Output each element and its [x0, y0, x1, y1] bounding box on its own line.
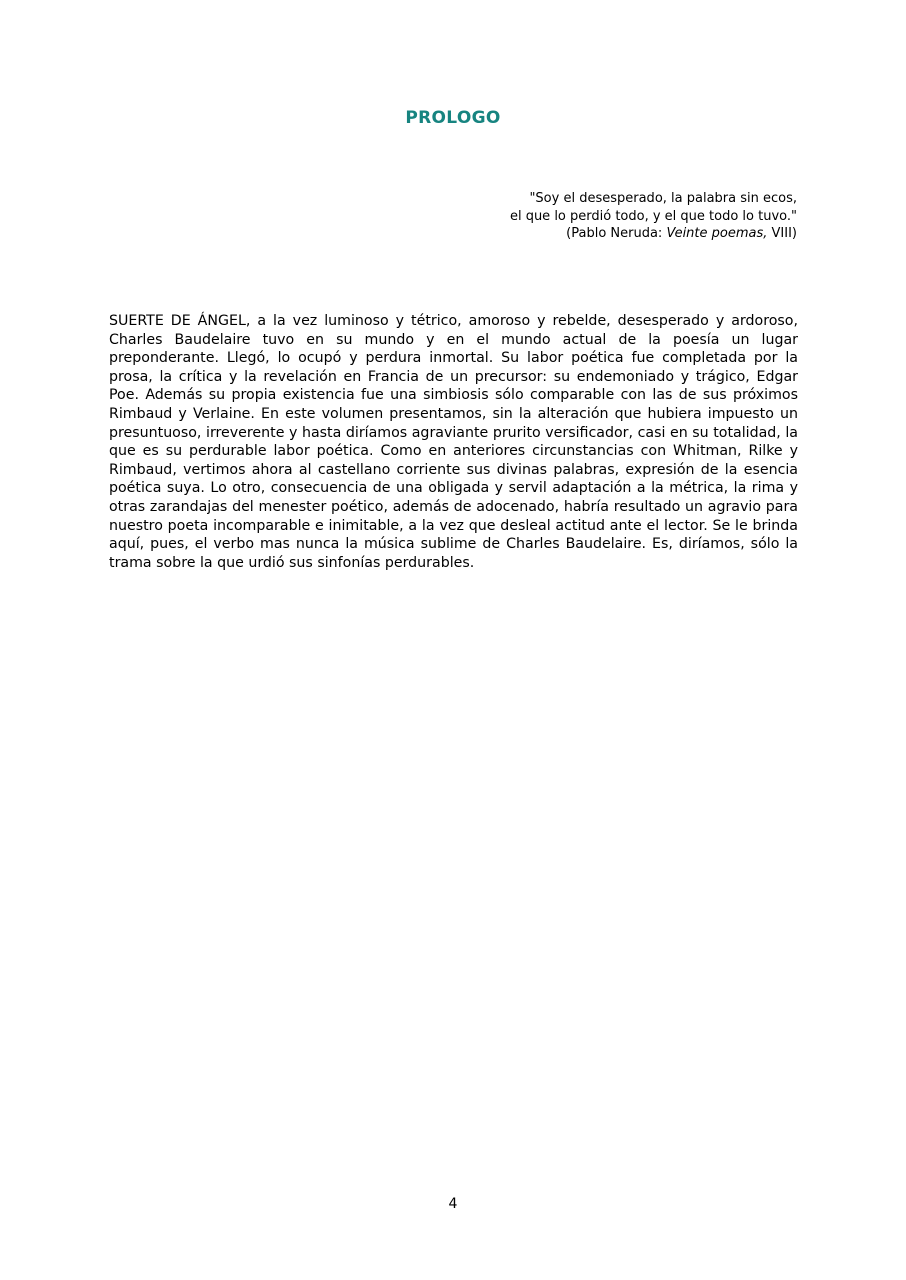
- citation-work: Veinte poemas,: [666, 226, 768, 241]
- epigraph-citation: [297, 225, 797, 243]
- epigraph-line-1: "Soy el desesperado, la palabra sin ecos,: [529, 191, 797, 206]
- epigraph-line-2: el que lo perdió todo, y el que todo lo tuvo.": [509, 208, 797, 224]
- body-paragraph: SUERTE DE ÁNGEL, a la vez luminoso y tétrico, amoroso y rebelde, desesperado y ardoroso, Charles Baudelaire tuvo en su mundo y en el mundo actual de la poesía un lugar preponderante. Llegó, lo ocupó y perdura inmortal. Su labor poética fue completada por la prosa, la crítica y la revelación en Francia de un precursor: su endemoniado y trágico, Edgar Poe. Además su propia existencia fue una simbiosis sólo comparable con las de sus próximos Rimbaud y Verlaine. En este volumen presentamos, sin la alteración que hubiera impuesto un presuntuoso, irreverente y hasta diríamos agraviante prurito versificador, casi en su totalidad, la que es su perdurable labor poética. Como en anteriores circunstancias con Whitman, Rilke y Rimbaud, vertimos ahora al castellano corriente sus divinas palabras, expresión de la esencia poética suya. Lo otro, consecuencia de una obligada y servil adaptación a la métrica, la rima y otras zarandajas del menester poético, además de adocenado, habría resultado un agravio para nuestro poeta incomparable e inimitable, a la vez que desleal actitud ante el lector. Se le brinda aquí, pues, el verbo mas nunca la música sublime de Charles Baudelaire. Es, diríamos, sólo la trama sobre la que urdió sus sinfonías perdurables.: [109, 313, 798, 571]
- page-number: 4: [448, 1196, 458, 1212]
- page-title: PROLOGO: [405, 108, 501, 128]
- epigraph: [297, 190, 797, 243]
- citation-close: VIII): [767, 226, 797, 241]
- citation-open: (Pablo Neruda:: [566, 226, 667, 241]
